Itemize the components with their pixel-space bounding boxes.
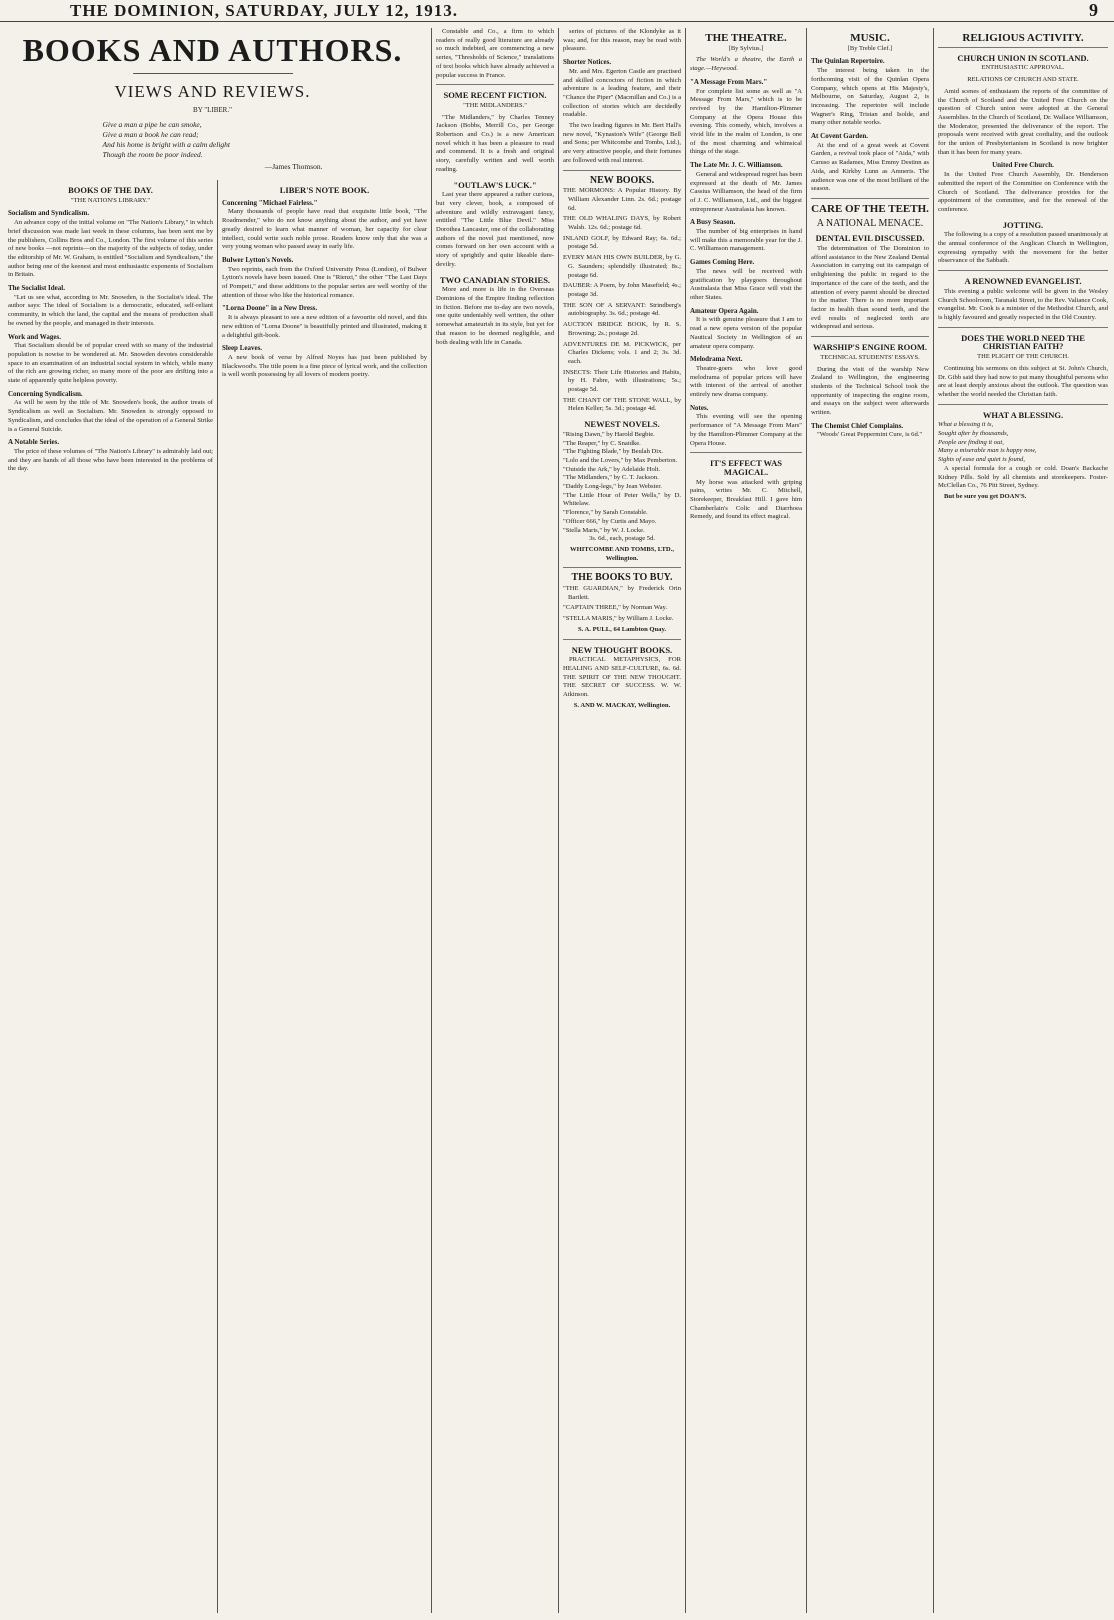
book-to-buy-entry: "STELLA MARIS," by William J. Locke. <box>563 615 674 623</box>
books-heading: BOOKS AND AUTHORS. <box>22 32 403 68</box>
libers-heading: LIBER'S NOTE BOOK. <box>279 185 370 195</box>
bookseller: WHITCOMBE AND TOMBS, LTD., Wellington. <box>570 545 674 562</box>
article-paragraph: In the United Free Church Assembly, Dr. Henderson submitted the report of the Committee on Conference with the Church of Scotland. The deliverance provides for the appointment of the committee, and for the renewal of the conference. <box>938 171 1108 213</box>
epigraph: The World's a theatre, the Earth a stage.—Heywood. <box>690 56 802 73</box>
new-book-entry: INLAND GOLF, by Edward Ray; 6s. 6d.; postage 5d. <box>563 234 681 251</box>
column-shorter-notices <box>563 28 681 1613</box>
novel-entry: "The Fighting Blade," by Beulah Dix. <box>563 448 664 456</box>
canadian-stories-heading: TWO CANADIAN STORIES. <box>439 274 551 285</box>
newest-novels-list <box>563 431 681 535</box>
section-head: Amateur Opera Again. <box>690 306 759 315</box>
article-paragraph: Many thousands of people have read that exquisite little book, "The Roadmender," who do not know anything about the author, and yet have greatly desired to learn what manner of woman, her capacity for clear intellect, could write such noble prose. Readers know only that she was a very young woman who passed away in early life. <box>222 208 427 251</box>
section-head: Sleep Leaves. <box>222 344 263 353</box>
evangelist-heading: A RENOWNED EVANGELIST. <box>964 276 1082 287</box>
novel-entry: "The Reaper," by C. Snaidke. <box>563 439 641 447</box>
section-head: Bulwer Lytton's Novels. <box>222 255 294 264</box>
new-thought-heading: NEW THOUGHT BOOKS. <box>571 644 673 655</box>
books-of-day-heading: BOOKS OF THE DAY. <box>68 185 153 195</box>
masthead <box>0 0 1114 22</box>
new-book-entry: INSECTS: Their Life Histories and Habits, by H. Fabre, with illustrations; 5s.; postage 5d. <box>563 368 681 394</box>
religious-heading: RELIGIOUS ACTIVITY. <box>962 32 1084 44</box>
page-number: 9 <box>1089 0 1098 20</box>
article-paragraph: "Woods' Great Peppermint Cure, is 6d." <box>817 431 923 439</box>
article-paragraph: The interest being taken in the forthcoming visit of the Quinlan Opera Company, which opens at His Majesty's, Melbourne, on Saturday, August 2, is increasing. The repertoire will include Wagner's Ring, Tristan and Isolde, and many other notable works. <box>811 67 929 127</box>
article-paragraph: The number of big enterprises in hand will make this a memorable year for the J. C. Williamson management. <box>690 228 802 253</box>
column-rule <box>806 28 807 1613</box>
article-paragraph: A special formula for a cough or cold. Doan's Backache Kidney Pills. Sold by all chemists and storekeepers. Foster-McClellan Co., 76 Pitt Street, Sydney. <box>938 464 1108 490</box>
outlaws-luck-heading: "OUTLAW'S LUCK." <box>453 179 537 190</box>
article-paragraph: Constable and Co., a firm to which readers of really good literature are already so much indebted, are commencing a new series, "Thresholds of Science," translations of text books which have already achieved a popular success in France. <box>436 28 554 79</box>
books-to-buy-list <box>563 585 681 624</box>
blessing-line: Many a miserable man is happy now, <box>938 447 1037 455</box>
section-head: Concerning Syndicalism. <box>8 389 83 398</box>
section-head: A Busy Season. <box>690 218 736 227</box>
article-paragraph: PRACTICAL METAPHYSICS, FOR HEALING AND SELF-CULTURE, 6s. 6d. THE SPIRIT OF THE NEW THOUGHT. THE SECRET OF SUCCESS. W. W. Atkinson. <box>563 656 681 699</box>
article-paragraph: More and more is life in the Overseas Dominions of the Empire finding reflection in fiction. Before me to-day are two novels, one quite undeniably well written, the other somewhat amateurish in its style, but yet for that reason to be deemed negligible, and both dealing with life in Canada. <box>436 286 554 346</box>
blessing-line: What a blessing it is, <box>938 421 994 429</box>
price-note: 3s. 6d., each, postage 5d. <box>588 535 656 543</box>
column-recent-fiction <box>436 28 554 1613</box>
section-head: A Notable Series. <box>8 438 60 447</box>
column-religious <box>938 28 1108 1613</box>
section-head: "A Message From Mars." <box>690 77 768 86</box>
new-books-heading: NEW BOOKS. <box>589 174 655 186</box>
theatre-byline: [By Sylvius.] <box>728 44 764 52</box>
jotting-heading: JOTTING. <box>1002 219 1044 230</box>
books-to-buy-heading: THE BOOKS TO BUY. <box>571 572 673 584</box>
midlanders-sub: "THE MIDLANDERS." <box>463 101 527 109</box>
bookseller: S. A. PULL, 64 Lambton Quay. <box>577 625 667 633</box>
article-paragraph: Mr. and Mrs. Egerton Castle are practised and skilled concoctors of fiction in which adventure is a leading feature, and their "Chance the Piper" (Macmillan and Co.) is a collection of stories which are decidedly readable. <box>563 67 681 119</box>
novel-entry: "Officer 666," by Curtis and Mayo. <box>563 517 657 525</box>
novel-entry: "Outside the Ark," by Adelaide Holt. <box>563 465 661 473</box>
article-paragraph: At the end of a great week at Covent Garden, a revival took place of "Aida," with Caruso as Radames, Miss Emmy Destinn as Aida, and Kirkby Lunn as Amneris. The audience was one of the most brilliant of the season. <box>811 141 929 193</box>
warship-sub: TECHNICAL STUDENTS' ESSAYS. <box>820 353 920 361</box>
bookseller: S. AND W. MACKAY, Wellington. <box>573 701 671 709</box>
article-paragraph: This evening will see the opening performance of "A Message From Mars" by the Hamilton-Plimmer Company at the Opera House. <box>690 413 802 447</box>
article-paragraph: The two leading figures in Mr. Bert Hall's new novel, "Kynaston's Wife" (George Bell and Sons; per Whitcombe and Tombs, Ltd.), are very attractive people, and their fortunes are followed with real interest. <box>563 122 681 164</box>
column-libers-note-book <box>222 180 427 1613</box>
section-head: "Lorna Doone" in a New Dress. <box>222 304 318 313</box>
recent-fiction-heading: SOME RECENT FICTION. <box>443 90 547 101</box>
section-head: Notes. <box>690 403 709 412</box>
poem-line: Give a man a pipe he can smoke, <box>102 120 202 129</box>
section-head: United Free Church. <box>992 161 1054 170</box>
article-paragraph: series of pictures of the Klondyke as it was; and, for this reason, may be read with pleasure. <box>563 28 681 53</box>
column-rule <box>933 28 934 1613</box>
epigraph-poem <box>103 120 323 172</box>
advert-tagline: But be sure you get DOAN'S. <box>944 492 1027 500</box>
new-book-entry: DAUBER: A Poem, by John Masefield; 4s.; postage 3d. <box>563 282 681 298</box>
article-paragraph: Continuing his sermons on this subject at St. John's Church, Dr. Gibb said they had now to put many thoughtful persons who are at least deeply anxious about the outlook. The question was whether the world needed the Christian faith. <box>938 364 1108 398</box>
books-and-authors-header <box>0 30 425 172</box>
article-paragraph: "The Midlanders," by Charles Tenney Jackson (Bobbs, Merrill Co., per George Robertson and Co.) is a new American novel which it has been a pleasure to read and commend. It is a fresh and original story, carefully written and well worth reading. <box>436 113 554 173</box>
article-paragraph: General and widespread regret has been expressed at the death of Mr. James Cassius Williamson, the head of the firm of J. C. Williamson, Ltd., and the biggest entrepreneur Australasia has known. <box>690 170 802 213</box>
new-book-entry: THE CHANT OF THE STONE WALL, by Helen Keller; 5s. 3d.; postage 4d. <box>563 396 681 413</box>
section-head: Melodrama Next. <box>690 355 743 364</box>
section-head: Concerning "Michael Fairless." <box>222 198 318 207</box>
church-union-heading: CHURCH UNION IN SCOTLAND. <box>957 52 1089 63</box>
column-rule <box>431 28 432 1613</box>
section-head: Work and Wages. <box>8 332 61 341</box>
poem-attribution: —James Thomson. <box>264 162 323 171</box>
article-paragraph: The price of these volumes of "The Nation's Library" is admirably laid out; and they are hands of all those who have been interested in the problems of the day. <box>8 447 213 473</box>
section-head: The Chemist Chief Complains. <box>811 421 904 430</box>
section-head: Socialism and Syndicalism. <box>8 209 90 218</box>
poem-line: Give a man a book he can read; <box>102 130 199 139</box>
blessing-line: Sought after by thousands, <box>938 430 1009 438</box>
section-head: At Covent Garden. <box>811 132 868 141</box>
novel-entry: "Daddy Long-legs," by Jean Webster. <box>563 483 662 491</box>
new-book-entry: EVERY MAN HIS OWN BUILDER, by G. G. Saunders; splendidly illustrated; 8s.; postage 6d. <box>563 254 681 279</box>
article-paragraph: Theatre-goers who love good melodrama of popular prices will have with interest of the arrival of another entirely new drama company. <box>690 364 802 399</box>
byline: BY "LIBER." <box>193 106 232 114</box>
article-paragraph: The news will be received with gratification by playgoers throughout Australasia that Miss Grace will visit the other States. <box>690 267 802 301</box>
nations-library-sub: "THE NATION'S LIBRARY." <box>70 196 151 204</box>
novel-entry: "Florence," by Sarah Constable. <box>563 509 648 517</box>
blessing-heading: WHAT A BLESSING. <box>982 409 1064 420</box>
novel-entry: "Rising Dawn," by Harold Begbie. <box>563 430 655 438</box>
newspaper-masthead-title: THE DOMINION, SATURDAY, JULY 12, 1913. <box>70 0 458 20</box>
article-paragraph: An advance copy of the initial volume on "The Nation's Library," in which brief discussion was made last week in these columns, has been sent me by the publishers, Collins Bros and Co., London. The first volume of this series of new books —not reprints—on the majority of the subjects of today, under the editorship of Mr. W. Graham, is entitled "Socialism and Syndicalism," the author being one of the keenest and most enthusiastic exponents of Socialism in Britain. <box>8 219 213 279</box>
magical-effect-heading: IT'S EFFECT WAS MAGICAL. <box>710 458 782 477</box>
column-rule <box>558 28 559 1613</box>
article-paragraph: Amid scenes of enthusiasm the reports of the committee of the Church of Scotland and the United Free Church on the question of Church union were adopted at the General Assemblies. In the Church of Scotland, Dr. Wallace Williamson, the Moderator, presented the deliverance of the report. The proposals were received with great cordiality, and the outlook for the union of Presbyterianism in Scotland is now brighter than it has been for many years. <box>938 87 1108 156</box>
newest-novels-heading: NEWEST NOVELS. <box>584 419 660 430</box>
national-menace-sub: A NATIONAL MENACE. <box>816 217 924 229</box>
music-heading: MUSIC. <box>850 32 890 44</box>
article-paragraph: The following is a copy of a resolution passed unanimously at the annual conference of the Anglican Church in Wellington, expressing sympathy with the movement for the better observance of the Sabbath. <box>938 231 1108 265</box>
relations-sub: RELATIONS OF CHURCH AND STATE. <box>967 76 1079 84</box>
new-books-list <box>563 187 681 414</box>
book-to-buy-entry: "THE GUARDIAN," by Frederick Orin Bartlett. <box>563 585 681 601</box>
novel-entry: "Lolo and the Lovers," by Max Pemberton. <box>563 456 678 464</box>
article-paragraph: For complete list some as well as "A Message From Mars," which is to be revived by the Hamilton-Plimmer Company at the Opera House this evening. This comedy, which, involves a vivid life in the realm of London, is one of the most charming and whimsical things of the stage. <box>690 87 802 156</box>
care-of-teeth-heading: CARE OF THE TEETH. <box>811 202 929 215</box>
section-head: Shorter Notices. <box>563 58 612 67</box>
column-rule <box>217 180 218 1613</box>
column-books-of-day <box>8 180 213 1613</box>
section-head: The Quinlan Repertoire. <box>811 57 885 66</box>
enthusiastic-sub: ENTHUSIASTIC APPROVAL. <box>981 64 1065 72</box>
article-paragraph: Two reprints, each from the Oxford University Press (London), of Bulwer Lytton's novels have been issued. One is "Rienzi," the other "The Last Days of Pompeii," and these additions to the popular series are well worthy of the attention of those who like the historical romance. <box>222 265 427 299</box>
article-paragraph: A new book of verse by Alfred Noyes has just been published by Blackwood's. The title poem is a fine piece of lyrical work, and the collection is well worth possessing by all lovers of modern poetry. <box>222 353 427 379</box>
column-rule <box>685 28 686 1613</box>
world-need-heading: DOES THE WORLD NEED THE CHRISTIAN FAITH? <box>961 332 1085 352</box>
novel-entry: "The Midlanders," by C. T. Jackson. <box>563 474 659 482</box>
article-paragraph: "Let us see what, according to Mr. Snowden, is the Socialist's ideal. The author says: The ideal of Socialism is a democratic, educated, self-reliant community, in which the land, the capital and the means of production shall be owned by the people, and managed in their interests. <box>8 293 213 327</box>
new-book-entry: AUCTION BRIDGE BOOK, by R. S. Browning; 2s.; postage 2d. <box>563 321 681 337</box>
poem-line: Though the room be poor indeed. <box>102 150 203 159</box>
warship-heading: WARSHIP'S ENGINE ROOM. <box>812 342 928 353</box>
article-paragraph: It is with genuine pleasure that I am to read a new opera version of the popular Nautical Society in Wellington of an amateur opera company. <box>690 316 802 350</box>
theatre-heading: THE THEATRE. <box>705 32 787 44</box>
plight-sub: THE PLIGHT OF THE CHURCH. <box>977 353 1069 361</box>
article-paragraph: Last year there appeared a rather curious, but very clever, book, a composed of adventure and wildly extravagant fancy, entitled "The Little Blue Devil." Miss Dorothea Lancaster, one of the collaborating authors of the novel just mentioned, now comes forward on her own account with a story of sprightly and quite likeable dare-devilry. <box>436 191 554 268</box>
new-book-entry: ADVENTURES DE M. PICKWICK, per Charles Dickens; vols. 1 and 2; 3s. 3d. each. <box>563 340 681 365</box>
article-paragraph: It is always pleasant to see a new edition of a favourite old novel, and this new edition of "Lorna Doone" is beautifully printed and illustrated, making it a delightful gift-book. <box>222 314 427 339</box>
new-book-entry: THE OLD WHALING DAYS, by Robert Walsh. 12s. 6d.; postage 6d. <box>563 215 681 232</box>
new-book-entry: THE MORMONS: A Popular History. By William Alexander Linn. 2s. 6d.; postage 6d. <box>563 187 681 212</box>
section-head: The Late Mr. J. C. Williamson. <box>690 161 783 170</box>
blessing-line: People are finding it out, <box>938 438 1004 446</box>
column-theatre <box>690 28 802 1613</box>
section-head: The Socialist Ideal. <box>8 284 65 293</box>
blessing-lines <box>938 421 1108 465</box>
music-byline: [By Treble Clef.] <box>847 44 893 52</box>
column-music <box>811 28 929 1613</box>
article-paragraph: My horse was attacked with griping pains, writes Mr. C. Mitchell, Storekeeper, Breakfast Hill. I gave him Chamberlain's Colic and Diarrhoea Remedy, and found its effect magical. <box>690 478 802 521</box>
article-paragraph: This evening a public welcome will be given in the Wesley Church Schoolroom, Taranaki Street, to the Rev. Valiance Cook, evangelist. Mr. Cook is a minister of the Methodist Church, and is highly favoured and greatly respected in the Old Country. <box>938 287 1108 321</box>
poem-line: And his home is bright with a calm delight <box>102 140 230 149</box>
book-to-buy-entry: "CAPTAIN THREE," by Norman Way. <box>563 604 668 612</box>
article-paragraph: The determination of The Dominion to afford assistance to the New Zealand Dental Association in carrying out its campaign of enlightening the public in regard to the importance of the care of the teeth, and the attention of every parent should be directed to the matter. There is no more important factor in health than sound teeth, and the evil results of neglected teeth are widespread and serious. <box>811 245 929 331</box>
novel-entry: "The Little Hour of Peter Wells," by D. Whitelaw. <box>563 491 681 508</box>
article-paragraph: As will be seen by the title of Mr. Snowden's book, the author treats of Syndicalism as well as Socialism. Mr. Snowden is strongly opposed to Syndicalism, and concludes that the ideal of the operation of a General Strike is a General Suicide. <box>8 399 213 433</box>
blessing-line: Sights of ease and quiet is found, <box>938 456 1025 464</box>
article-paragraph: That Socialism should be of popular creed with so many of the industrial population is nowise to be wondered at. Mr. Snowden devotes considerable space to an examination of an industrial social system in which, while many of the rich are growing richer, so many more of the poor are drifting into a state of apparently quite helpless poverty. <box>8 342 213 385</box>
article-paragraph: During the visit of the warship New Zealand to Wellington, the engineering students of the Technical School took the opportunity of inspecting the engine room, and essays on the subject were afterwards written. <box>811 365 929 417</box>
new-book-entry: THE SON OF A SERVANT: Strindberg's autobiography. 3s. 6d.; postage 4d. <box>563 301 681 318</box>
dental-evil-heading: DENTAL EVIL DISCUSSED. <box>815 233 925 244</box>
novel-entry: "Stella Maris," by W. J. Locke. <box>563 526 645 534</box>
views-subheading: VIEWS AND REVIEWS. <box>114 82 311 101</box>
section-head: Games Coming Here. <box>690 258 755 267</box>
